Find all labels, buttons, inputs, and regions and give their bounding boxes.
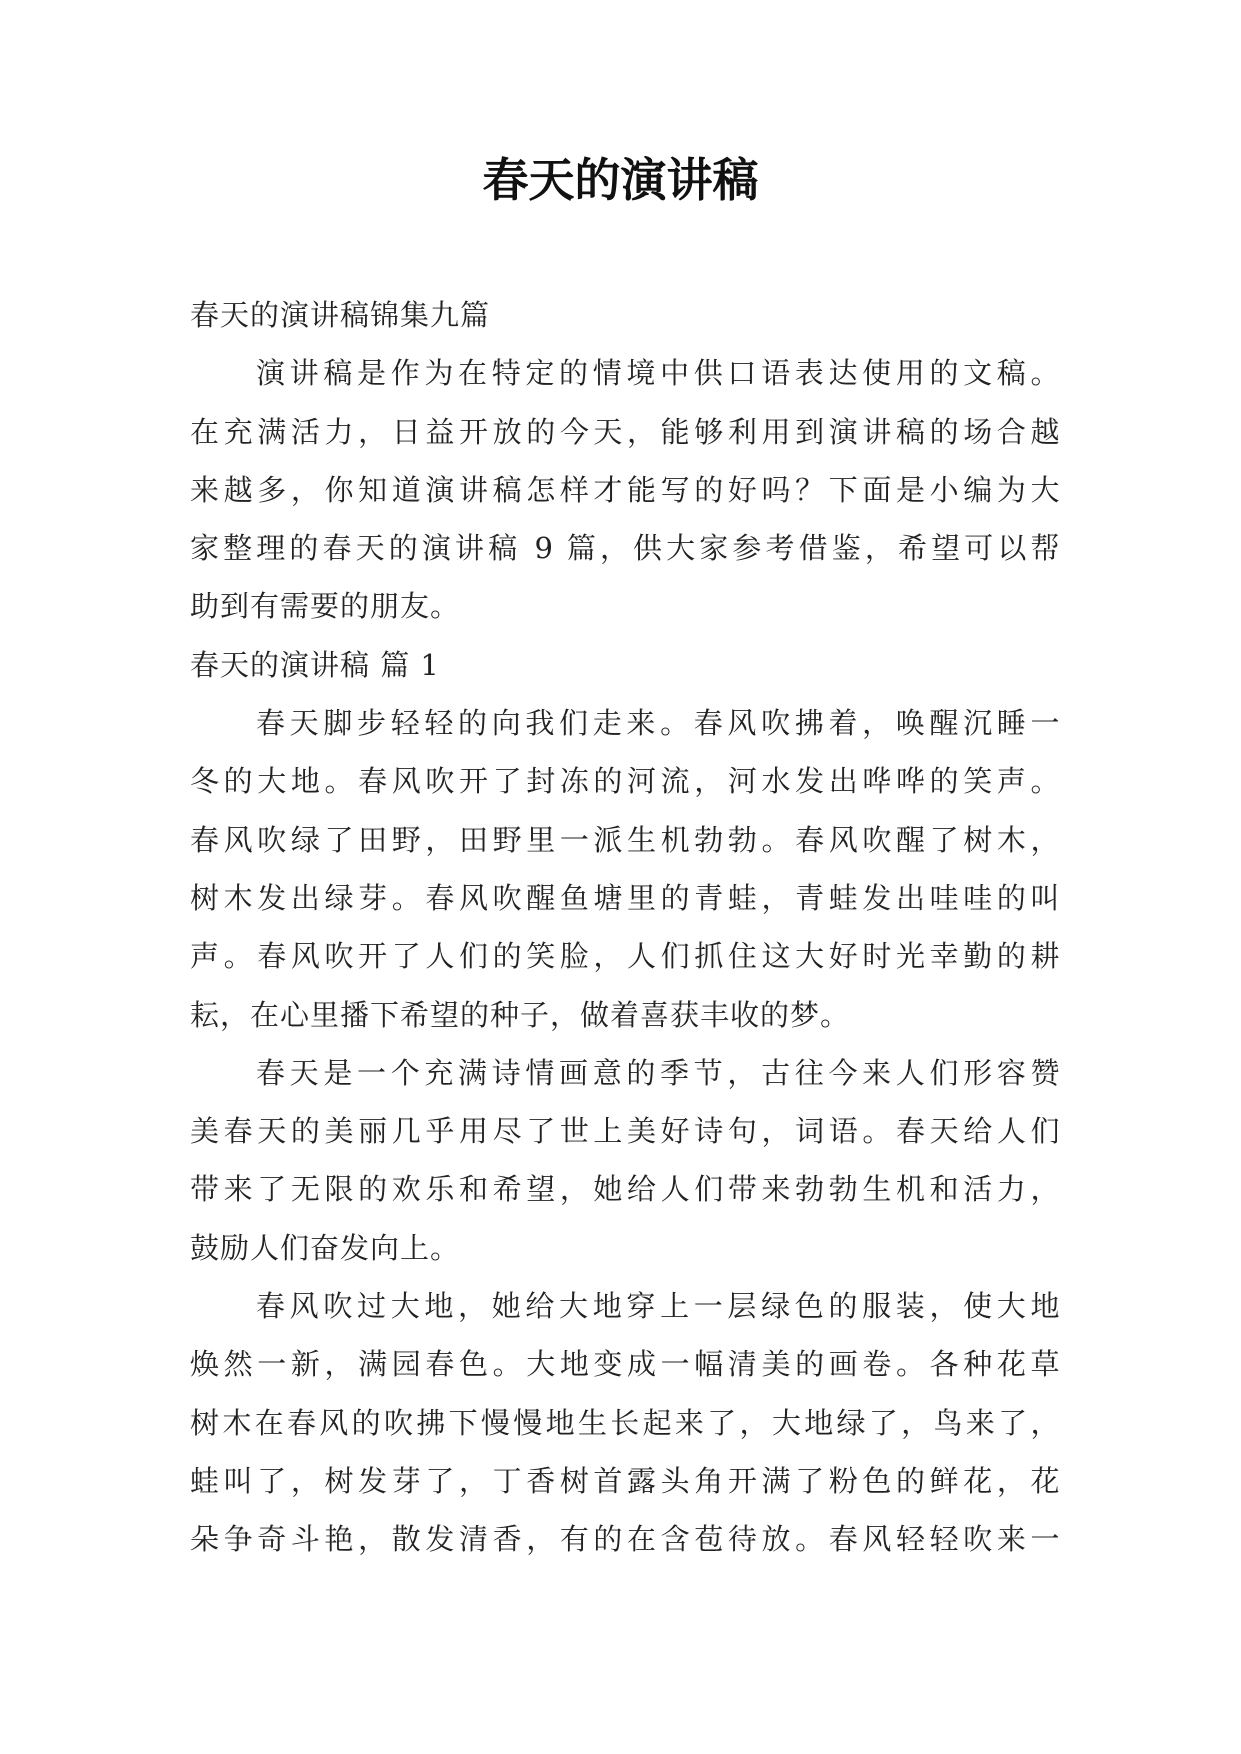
paragraph-line: 春风吹过大地，她给大地穿上一层绿色的服装，使大地 xyxy=(256,1289,1060,1324)
paragraph-line: 耘，在心里播下希望的种子，做着喜获丰收的梦。 xyxy=(190,997,851,1032)
paragraph-line: 蛙叫了，树发芽了，丁香树首露头角开满了粉色的鲜花，花 xyxy=(190,1463,1060,1498)
document-title: 春天的演讲稿 xyxy=(482,153,759,207)
paragraph-line: 带来了无限的欢乐和希望，她给人们带来勃勃生机和活力， xyxy=(190,1172,1060,1207)
paragraph-line: 朵争奇斗艳，散发清香，有的在含苞待放。春风轻轻吹来一 xyxy=(190,1522,1060,1557)
section-heading: 春天的演讲稿 篇 1 xyxy=(190,647,440,682)
document-body xyxy=(190,286,1060,1569)
paragraph-line: 焕然一新，满园春色。大地变成一幅清美的画卷。各种花草 xyxy=(190,1347,1060,1382)
paragraph-line: 助到有需要的朋友。 xyxy=(190,589,461,624)
paragraph-line: 树木在春风的吹拂下慢慢地生长起来了，大地绿了，鸟来了， xyxy=(190,1405,1060,1440)
paragraph-line: 树木发出绿芽。春风吹醒鱼塘里的青蛙，青蛙发出哇哇的叫 xyxy=(190,880,1060,915)
paragraph-line: 在充满活力，日益开放的今天，能够利用到演讲稿的场合越 xyxy=(190,414,1060,449)
subtitle-line: 春天的演讲稿锦集九篇 xyxy=(190,298,491,332)
paragraph-line: 鼓励人们奋发向上。 xyxy=(190,1230,461,1265)
paragraph-line: 来越多，你知道演讲稿怎样才能写的好吗？下面是小编为大 xyxy=(190,472,1060,507)
paragraph-line: 声。春风吹开了人们的笑脸，人们抓住这大好时光幸勤的耕 xyxy=(190,939,1060,974)
paragraph-line: 美春天的美丽几乎用尽了世上美好诗句，词语。春天给人们 xyxy=(190,1114,1060,1149)
paragraph-line: 家整理的春天的演讲稿 9 篇，供大家参考借鉴，希望可以帮 xyxy=(190,531,1060,566)
paragraph-line: 演讲稿是作为在特定的情境中供口语表达使用的文稿。 xyxy=(256,356,1060,391)
paragraph-line: 冬的大地。春风吹开了封冻的河流，河水发出哗哗的笑声。 xyxy=(190,764,1060,799)
paragraph-line: 春风吹绿了田野，田野里一派生机勃勃。春风吹醒了树木， xyxy=(190,822,1060,857)
paragraph-line: 春天脚步轻轻的向我们走来。春风吹拂着，唤醒沉睡一 xyxy=(256,706,1060,741)
paragraph-line: 春天是一个充满诗情画意的季节，古往今来人们形容赞 xyxy=(256,1055,1060,1090)
